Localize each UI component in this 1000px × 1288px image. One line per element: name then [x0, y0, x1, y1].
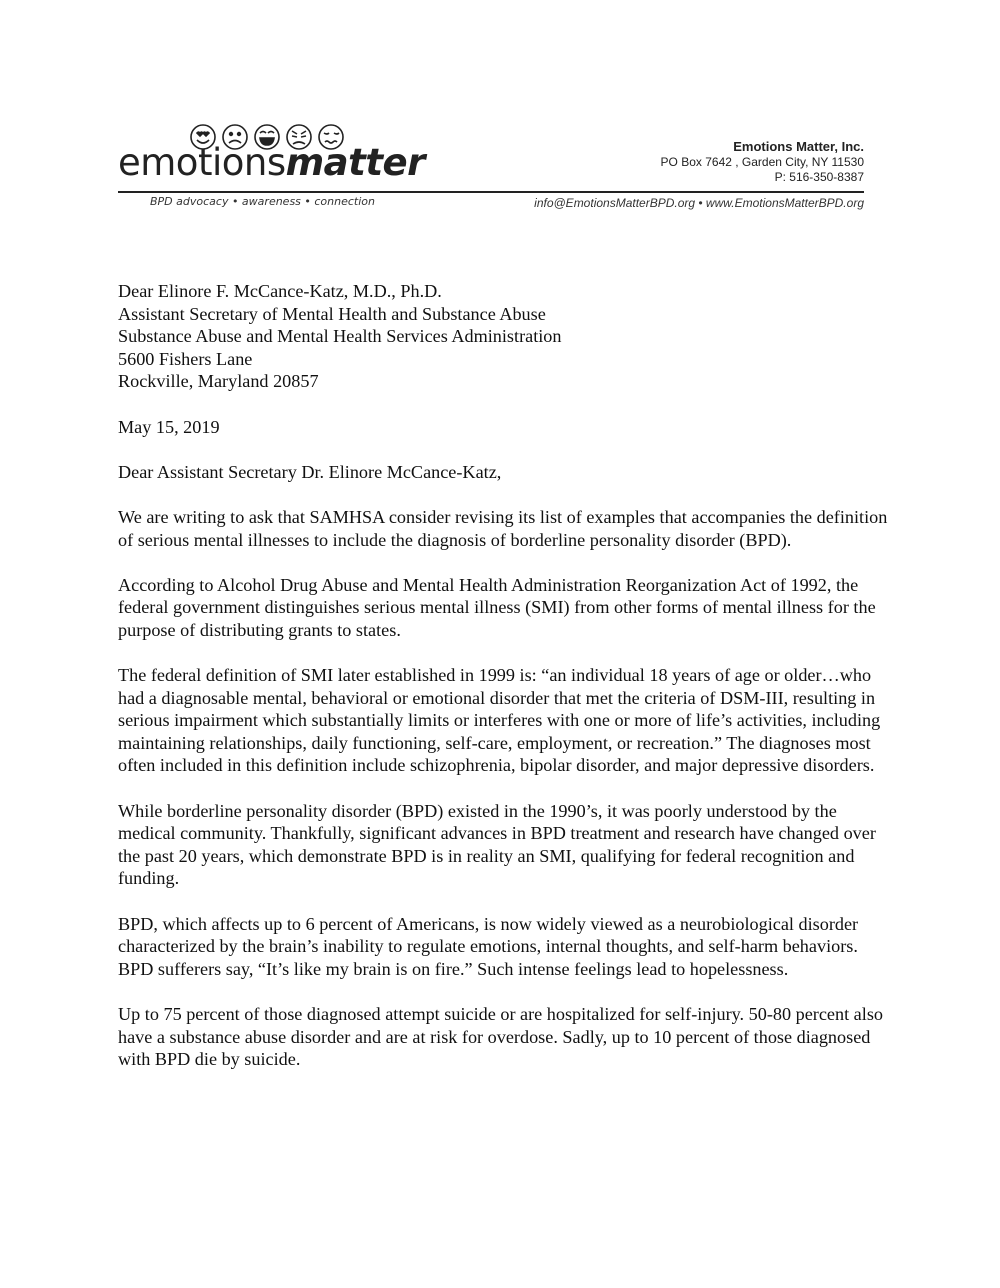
paragraph: We are writing to ask that SAMHSA consider revising its list of examples that accompanies the definition of serious mental illnesses to include the diagnosis of borderline personality disorder (BPD). [118, 506, 888, 550]
logo-bold-text: matter [285, 141, 425, 184]
address-line: Substance Abuse and Mental Health Services Administration [118, 326, 562, 347]
recipient-address [118, 280, 888, 393]
paragraph: BPD, which affects up to 6 percent of Americans, is now widely viewed as a neurobiological disorder characterized by the brain’s inability to regulate emotions, internal thoughts, and self-harm behaviors. BPD sufferers say, “It’s like my brain is on fire.” Such intense feelings lead to hopelessness. [118, 913, 859, 979]
letterhead [0, 0, 1000, 220]
org-address: PO Box 7642 , Garden City, NY 11530 [660, 155, 864, 169]
address-line: Assistant Secretary of Mental Health and Substance Abuse [118, 303, 546, 324]
tagline: BPD advocacy • awareness • connection [150, 195, 375, 208]
paragraph: Up to 75 percent of those diagnosed attempt suicide or are hospitalized for self-injury. 50-80 percent also have a substance abuse disorder and are at risk for overdose. Sadly, up to 10 percent of those diagnosed with BPD die by suicide. [118, 1004, 883, 1070]
paragraph: According to Alcohol Drug Abuse and Mental Health Administration Reorganization Act of 1992, the federal government distinguishes serious mental illness (SMI) from other forms of mental illness for the purpose of distributing grants to states. [118, 574, 876, 640]
org-block [661, 139, 864, 185]
paragraph: The federal definition of SMI later established in 1999 is: “an individual 18 years of age or older…who had a diagnosable mental, behavioral or emotional disorder that met the criteria of DSM-III, resulting in serious impairment which substantially limits or interferes with one or more of life’s activities, including maintaining relationships, daily functioning, self-care, employment, or recreation.” The diagnoses most often included in this definition include schizophrenia, bipolar disorder, and major depressive disorders. [118, 665, 881, 776]
address-line: 5600 Fishers Lane [118, 348, 253, 369]
letterhead-rule [118, 191, 864, 193]
letter-body [118, 280, 888, 1071]
paragraph: While borderline personality disorder (BPD) existed in the 1990’s, it was poorly understood by the medical community. Thankfully, significant advances in BPD treatment and research have changed over the past 20 years, which demonstrate BPD is in reality an SMI, qualifying for federal recognition and funding. [118, 800, 876, 889]
logo-wordmark [118, 141, 425, 184]
org-phone: P: 516-350-8387 [774, 170, 864, 184]
letter-date: May 15, 2019 [118, 416, 220, 437]
salutation: Dear Assistant Secretary Dr. Elinore McCance-Katz, [118, 461, 502, 482]
address-line: Rockville, Maryland 20857 [118, 371, 319, 392]
contact-line: info@EmotionsMatterBPD.org • www.EmotionsMatterBPD.org [534, 196, 864, 210]
logo-light-text: emotions [118, 141, 286, 184]
address-line: Dear Elinore F. McCance-Katz, M.D., Ph.D. [118, 281, 442, 301]
org-name: Emotions Matter, Inc. [733, 139, 864, 154]
